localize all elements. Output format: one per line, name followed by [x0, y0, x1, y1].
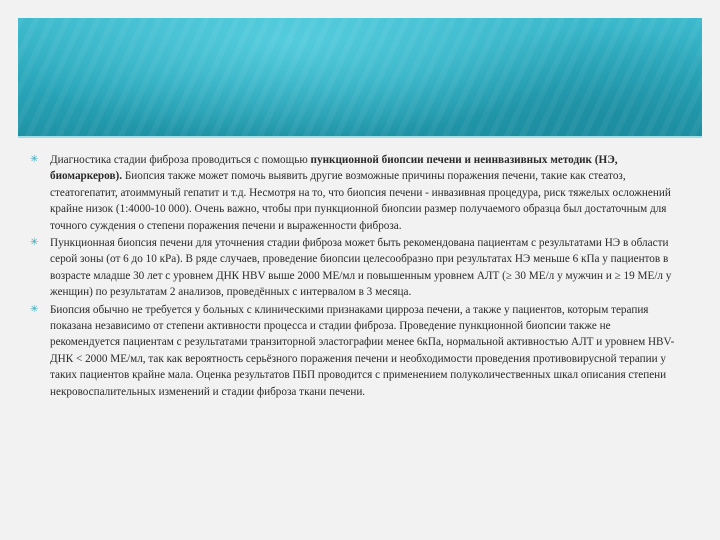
banner-divider: [18, 136, 702, 138]
asterisk-bullet-icon: ✳: [30, 154, 39, 165]
paragraph-diagnostics: [30, 152, 678, 234]
paragraph-text: Пункционная биопсия печени для уточнения стадии фиброза может быть рекомендована пациентам с результатами НЭ в области серой зоны (от 6 до 10 кРа). В ряде случаев, проведение биопсии целесообразно при результатах НЭ меньше 6 кПа у пациентов в возрасте младше 30 лет с уровнем ДНК HBV выше 2000 МЕ/мл и повышенным уровнем АЛТ (≥ 30 МЕ/л у мужчин и ≥ 19 МЕ/л у женщин) по результатам 2 анализов, проведённых с интервалом в 3 месяца.: [50, 237, 672, 299]
header-banner: [18, 18, 702, 136]
slide-body: [30, 152, 678, 401]
paragraph-biopsy-indication: [30, 235, 678, 301]
asterisk-bullet-icon: ✳: [30, 237, 39, 249]
asterisk-bullet-icon: ✳: [30, 303, 39, 315]
banner-texture: [18, 18, 702, 136]
paragraph-text: Биопсия также может помочь выявить другие возможные причины поражения печени, такие как стеатоз, стеатогепатит, атоиммуный гепатит и т.д. Несмотря на то, что биопсия печени - инвазивная процедура, риск тяжелых осложнений крайне низок (1:4000-10 000). Очень важно, чтобы при пункционной биопсии размер получаемого образца был достаточным для точного суждения о степени поражения печени и выраженности фиброза.: [50, 170, 671, 232]
paragraph-biopsy-not-required: [30, 302, 678, 400]
paragraph-bold-text: пункционной биопсии печени и неинвазивных методик (НЭ, биомаркеров).: [50, 154, 618, 183]
paragraph-text: Диагностика стадии фиброза проводиться с помощью: [50, 154, 311, 166]
paragraph-text: Биопсия обычно не требуется у больных с клиническими признаками цирроза печени, а также у пациентов, которым терапия показана независимо от степени активности процесса и стадии фиброза. Проведение пункционной биопсии также не рекомендуется пациентам с результатами транзиторной эластографии менее 6кПа, нормальной активностью АЛТ и уровнем HBV-ДНК < 2000 МЕ/мл, так как вероятность серьёзного поражения печени и необходимости проведения противовирусной терапии у таких пациентов крайне мала. Оценка результатов ПБП проводится с применением полуколичественных шкал описания степени некровоспалительных изменений и стадии фиброза ткани печени.: [50, 303, 675, 398]
